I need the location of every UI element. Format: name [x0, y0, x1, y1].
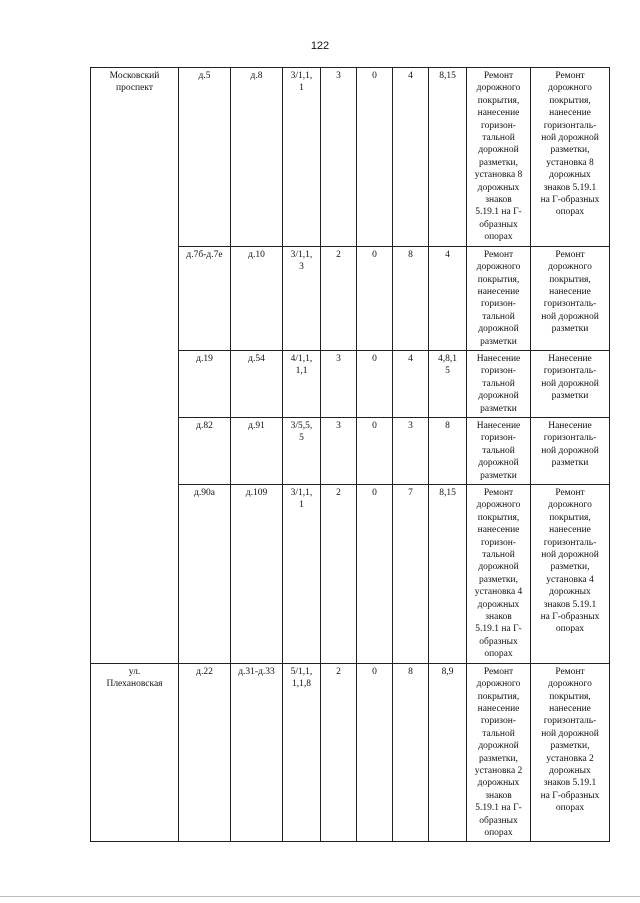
from-cell: д.19 — [179, 350, 231, 417]
value-cell: 4 — [429, 246, 467, 350]
value-cell: 4,8,1 5 — [429, 350, 467, 417]
page-number: 122 — [310, 40, 330, 52]
work-cell: Нанесение горизон- тальной дорожной разметки — [467, 417, 531, 484]
count-cell: 5/1,1, 1,1,8 — [283, 663, 321, 842]
value-cell: 8,9 — [429, 663, 467, 842]
value-cell: 8,15 — [429, 68, 467, 247]
work-cell: Ремонт дорожного покрытия, нанесение горизон- тальной дорожной разметки, установка 4 дорожных знаков 5.19.1 на Г- образных опорах — [467, 485, 531, 664]
count-cell: 3/1,1, 1 — [283, 68, 321, 247]
page-edge-divider — [0, 896, 640, 897]
count-cell: 3/5,5, 5 — [283, 417, 321, 484]
work-cell: Ремонт дорожного покрытия, нанесение горизонталь- ной дорожной разметки, установка 2 дорожных знаков 5.19.1 на Г-образных опорах — [531, 663, 610, 842]
value-cell: 0 — [357, 246, 393, 350]
street-cell: ул. Плехановская — [91, 663, 179, 842]
from-cell: д.90а — [179, 485, 231, 664]
to-cell: д.10 — [231, 246, 283, 350]
value-cell: 0 — [357, 417, 393, 484]
from-cell: д.82 — [179, 417, 231, 484]
work-cell: Нанесение горизонталь- ной дорожной разметки — [531, 350, 610, 417]
from-cell: д.7б-д.7е — [179, 246, 231, 350]
from-cell: д.22 — [179, 663, 231, 842]
street-cell: Московский проспект — [91, 68, 179, 664]
table-row — [91, 68, 610, 247]
value-cell: 3 — [393, 417, 429, 484]
value-cell: 8 — [393, 663, 429, 842]
value-cell: 2 — [321, 246, 357, 350]
value-cell: 4 — [393, 350, 429, 417]
to-cell: д.91 — [231, 417, 283, 484]
count-cell: 3/1,1, 1 — [283, 485, 321, 664]
value-cell: 8,15 — [429, 485, 467, 664]
work-cell: Ремонт дорожного покрытия, нанесение горизонталь- ной дорожной разметки, установка 8 дорожных знаков 5.19.1 на Г-образных опорах — [531, 68, 610, 247]
value-cell: 2 — [321, 485, 357, 664]
value-cell: 0 — [357, 350, 393, 417]
road-works-table — [90, 67, 610, 842]
to-cell: д.54 — [231, 350, 283, 417]
value-cell: 0 — [357, 663, 393, 842]
from-cell: д.5 — [179, 68, 231, 247]
work-cell: Ремонт дорожного покрытия, нанесение горизон- тальной дорожной разметки — [467, 246, 531, 350]
value-cell: 3 — [321, 417, 357, 484]
to-cell: д.109 — [231, 485, 283, 664]
work-cell: Нанесение горизонталь- ной дорожной разметки — [531, 417, 610, 484]
value-cell: 8 — [429, 417, 467, 484]
work-cell: Ремонт дорожного покрытия, нанесение горизон- тальной дорожной разметки, установка 8 дорожных знаков 5.19.1 на Г- образных опорах — [467, 68, 531, 247]
table-row — [91, 663, 610, 842]
value-cell: 0 — [357, 485, 393, 664]
count-cell: 4/1,1, 1,1 — [283, 350, 321, 417]
value-cell: 2 — [321, 663, 357, 842]
value-cell: 3 — [321, 350, 357, 417]
value-cell: 7 — [393, 485, 429, 664]
work-cell: Ремонт дорожного покрытия, нанесение горизонталь- ной дорожной разметки — [531, 246, 610, 350]
value-cell: 3 — [321, 68, 357, 247]
work-cell: Ремонт дорожного покрытия, нанесение горизонталь- ной дорожной разметки, установка 4 дорожных знаков 5.19.1 на Г-образных опорах — [531, 485, 610, 664]
to-cell: д.8 — [231, 68, 283, 247]
to-cell: д.31-д.33 — [231, 663, 283, 842]
work-cell: Нанесение горизон- тальной дорожной разметки — [467, 350, 531, 417]
value-cell: 0 — [357, 68, 393, 247]
value-cell: 8 — [393, 246, 429, 350]
work-cell: Ремонт дорожного покрытия, нанесение горизон- тальной дорожной разметки, установка 2 дорожных знаков 5.19.1 на Г- образных опорах — [467, 663, 531, 842]
value-cell: 4 — [393, 68, 429, 247]
count-cell: 3/1,1, 3 — [283, 246, 321, 350]
